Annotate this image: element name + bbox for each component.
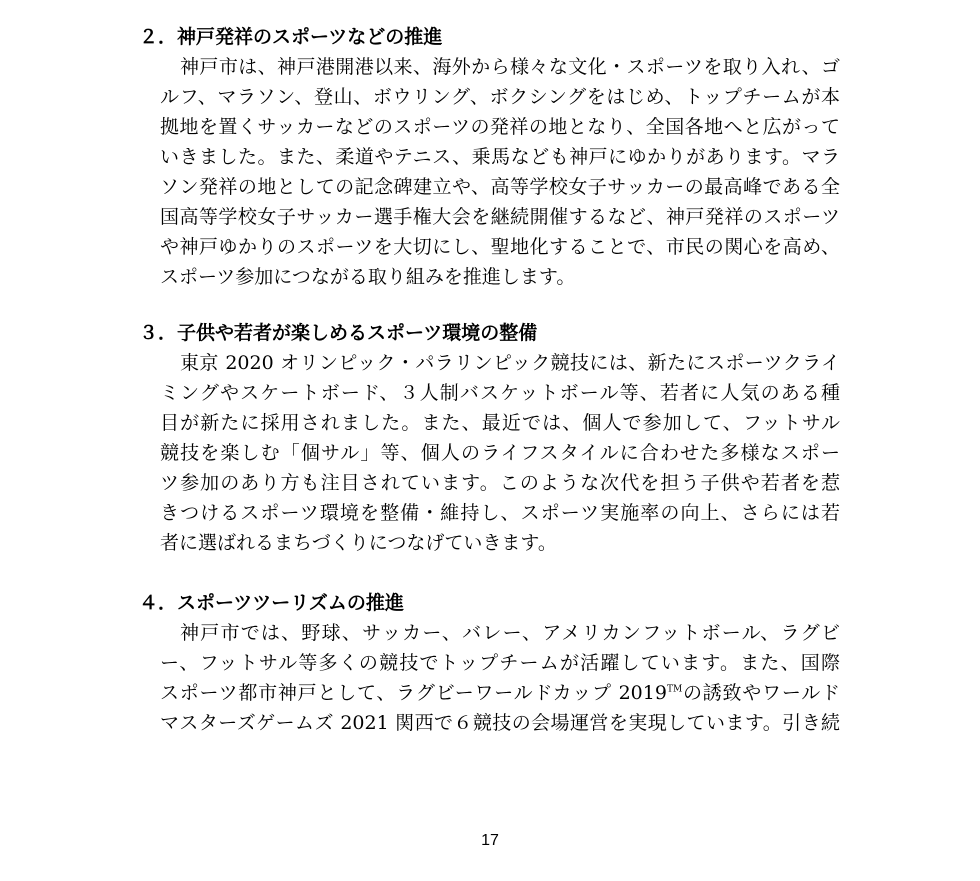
section-2-line-6: 国高等学校女子サッカー選手権大会を継続開催するなど、神戸発祥のスポーツ [160, 206, 840, 228]
section-3-line-7: 者に選ばれるまちづくりにつなげていきます。 [160, 532, 557, 554]
section-2-line-5: ソン発祥の地としての記念碑建立や、高等学校女子サッカーの最高峰である全 [160, 176, 840, 198]
section-2-line-2: ルフ、マラソン、登山、ボウリング、ボクシングをはじめ、トップチームが本 [160, 86, 840, 108]
section-3-line-5: ツ参加のあり方も注目されています。このような次代を担う子供や若者を惹 [160, 472, 840, 494]
section-2-line-8: スポーツ参加につながる取り組みを推進します。 [160, 266, 576, 288]
section-3-line-6: きつけるスポーツ環境を整備・維持し、スポーツ実施率の向上、さらには若 [160, 502, 840, 524]
section-4-line-3-text: スポーツ都市神戸として、ラグビーワールドカップ 2019 [160, 682, 667, 704]
section-2-line-3: 拠地を置くサッカーなどのスポーツの発祥の地となり、全国各地へと広がって [160, 116, 840, 138]
section-3-heading: ３．子供や若者が楽しめるスポーツ環境の整備 [139, 322, 538, 344]
section-2-line-7: や神戸ゆかりのスポーツを大切にし、聖地化することで、市民の関心を高め、 [160, 236, 840, 258]
section-4-line-4: マスターズゲームズ 2021 関西で６競技の会場運営を実現しています。引き続 [160, 712, 840, 734]
page-number: 17 [481, 832, 499, 849]
section-3-line-3: 目が新たに採用されました。また、最近では、個人で参加して、フットサル [160, 412, 840, 434]
section-4-line-1: 神戸市では、野球、サッカー、バレー、アメリカンフットボール、ラグビ [180, 622, 840, 644]
section-2-line-1: 神戸市は、神戸港開港以来、海外から様々な文化・スポーツを取り入れ、ゴ [180, 56, 840, 78]
section-4-heading: ４．スポーツツーリズムの推進 [139, 592, 404, 614]
section-2-line-4: いきました。また、柔道やテニス、乗馬なども神戸にゆかりがあります。マラ [160, 146, 840, 168]
section-4-line-2: ー、フットサル等多くの競技でトップチームが活躍しています。また、国際 [160, 652, 840, 674]
trademark-symbol: TM [666, 684, 683, 695]
section-4-line-3 [160, 678, 840, 708]
section-2-heading: ２．神戸発祥のスポーツなどの推進 [139, 26, 443, 48]
section-3-line-2: ミングやスケートボード、３人制バスケットボール等、若者に人気のある種 [160, 382, 840, 404]
section-3-line-1: 東京 2020 オリンピック・パラリンピック競技には、新たにスポーツクライ [180, 352, 840, 374]
section-3-line-4: 競技を楽しむ「個サル」等、個人のライフスタイルに合わせた多様なスポー [160, 442, 840, 464]
section-4-line-3-tail: の誘致やワールド [682, 682, 840, 704]
